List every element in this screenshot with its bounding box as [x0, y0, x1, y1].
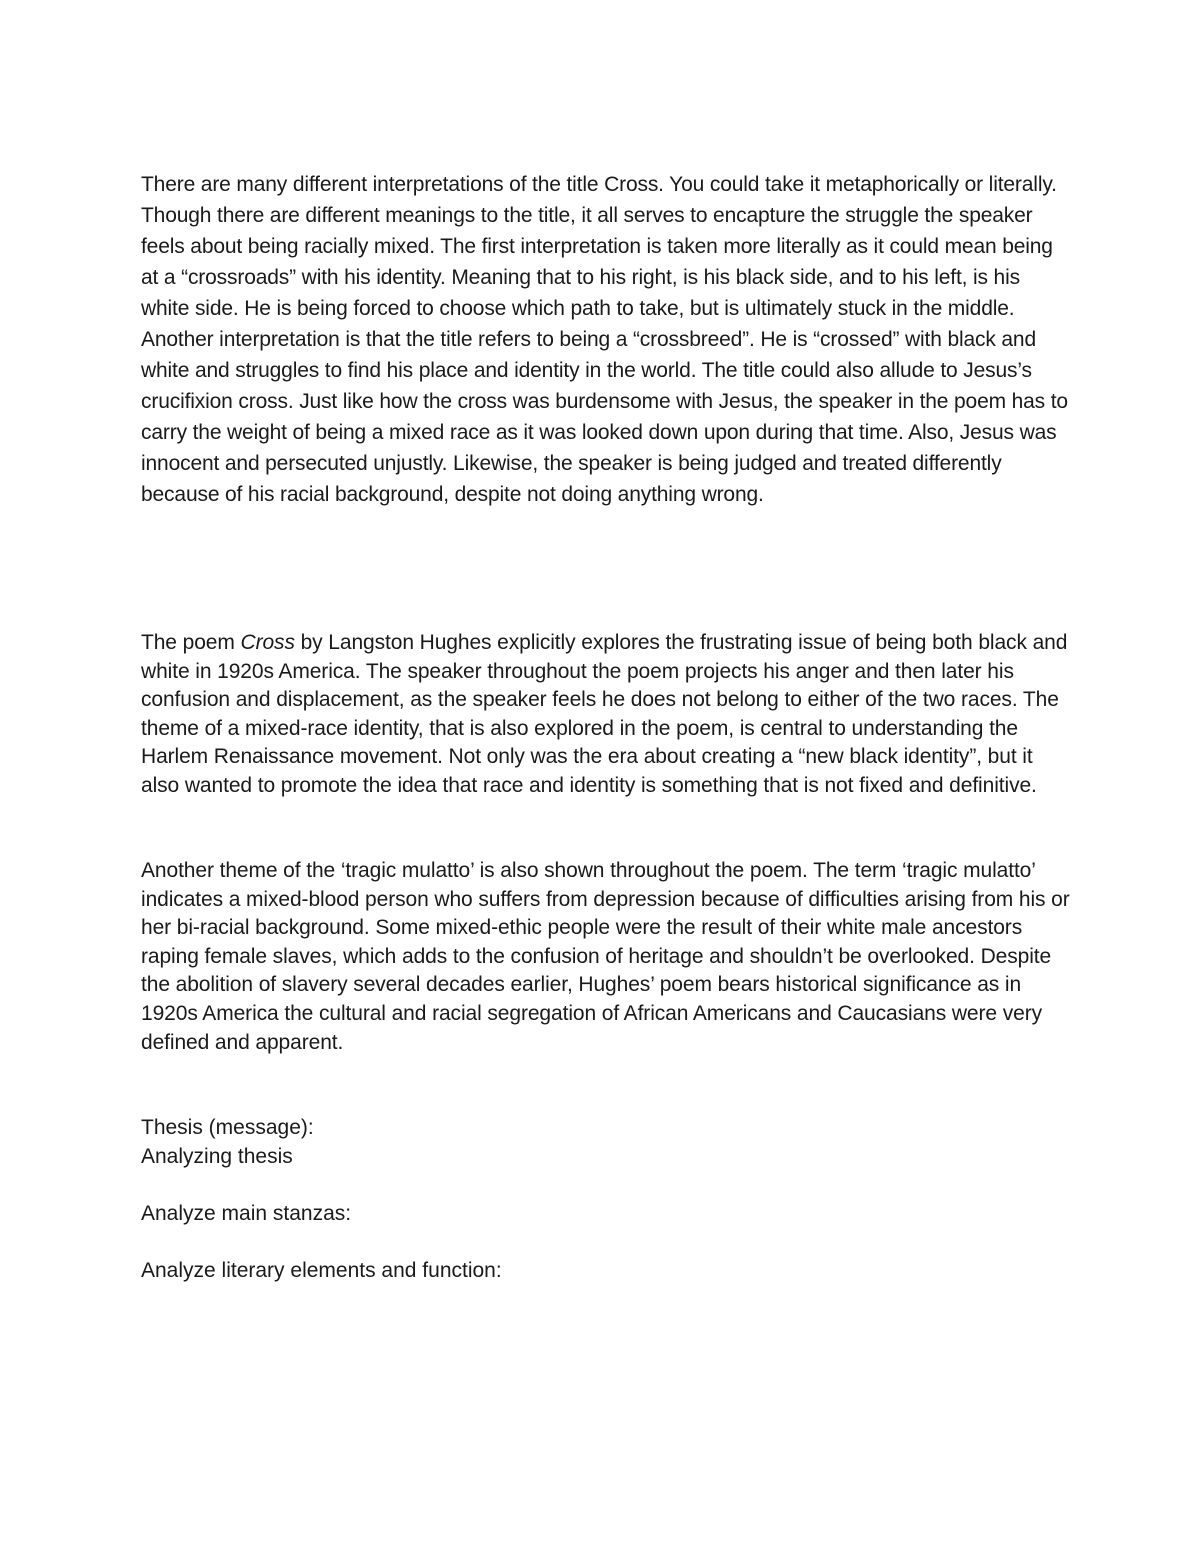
outline-thesis-sub: Analyzing thesis — [141, 1145, 293, 1168]
paragraph-poem-overview — [141, 629, 1071, 801]
paragraph-tragic-mulatto: Another theme of the ‘tragic mulatto’ is also shown throughout the poem. The term ‘tragic mulatto’ indicates a mixed-blood person who suffers from depression because of difficulties arising from his or her bi-racial background. Some mixed-ethic people were the result of their white male ancestors raping female slaves, which adds to the confusion of heritage and shouldn’t be overlooked. Despite the abolition of slavery several decades earlier, Hughes’ poem bears historical significance as in 1920s America the cultural and racial segregation of African Americans and Caucasians were very defined and apparent. — [141, 859, 1070, 1054]
outline-literary-label: Analyze literary elements and function: — [141, 1259, 502, 1282]
poem-title-italic: Cross — [240, 631, 295, 654]
paragraph-poem-overview-rest: by Langston Hughes explicitly explores the frustrating issue of being both black and white in 1920s America. The speaker throughout the poem projects his anger and then later his confusion and displacement, as the speaker feels he does not belong to either of the two races. The theme of a mixed-race identity, that is also explored in the poem, is central to understanding the Harlem Renaissance movement. Not only was the era about creating a “new black identity”, but it also wanted to promote the idea that race and identity is something that is not fixed and definitive. — [141, 631, 1068, 797]
paragraph-title-interpretations: There are many different interpretations of the title Cross. You could take it metaphorically or literally. Though there are different meanings to the title, it all serves to encapture the struggle the speaker feels about being racially mixed. The first interpretation is taken more literally as it could mean being at a “crossroads” with his identity. Meaning that to his right, is his black side, and to his left, is his white side. He is being forced to choose which path to take, but is ultimately stuck in the middle. Another interpretation is that the title refers to being a “crossbreed”. He is “crossed” with black and white and struggles to find his place and identity in the world. The title could also allude to Jesus’s crucifixion cross. Just like how the cross was burdensome with Jesus, the speaker in the poem has to carry the weight of being a mixed race as it was looked down upon during that time. Also, Jesus was innocent and persecuted unjustly. Likewise, the speaker is being judged and treated differently because of his racial background, despite not doing anything wrong. — [141, 173, 1068, 506]
paragraph-poem-overview-lead: The poem — [141, 631, 241, 654]
outline-stanzas-label: Analyze main stanzas: — [141, 1202, 352, 1225]
outline-thesis-label: Thesis (message): — [141, 1116, 314, 1139]
